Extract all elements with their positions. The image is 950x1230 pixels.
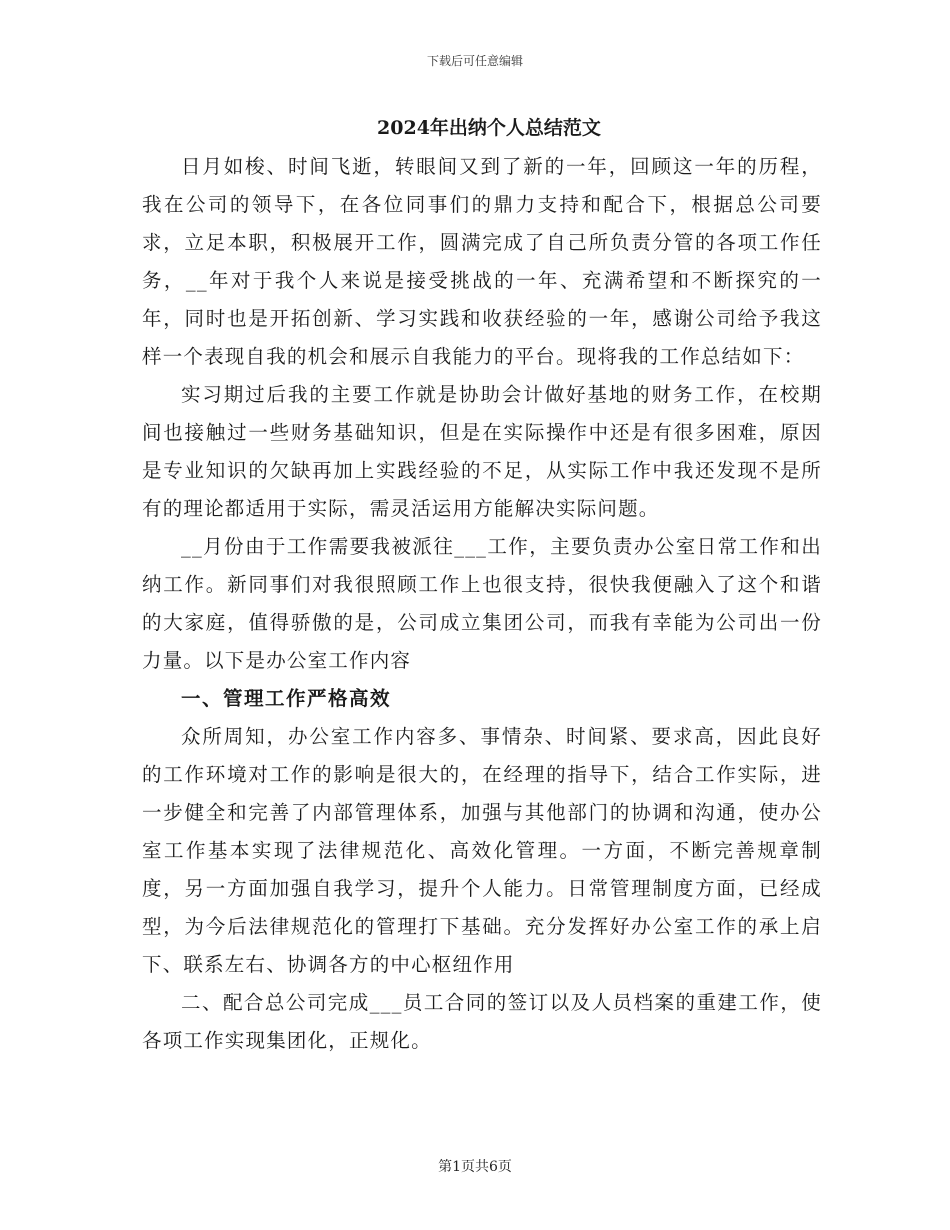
paragraph-assignment: __月份由于工作需要我被派往___工作，主要负责办公室日常工作和出纳工作。新同事们对我很照顾工作上也很支持，很快我便融入了这个和谐的大家庭，值得骄傲的是，公司成立集团公司，而我有幸能为公司出一份力量。以下是办公室工作内容	[142, 535, 822, 672]
page-header: 下载后可任意编辑	[426, 54, 523, 68]
paragraph-internship: 实习期过后我的主要工作就是协助会计做好基地的财务工作，在校期间也接触过一些财务基础知识，但是在实际操作中还是有很多困难，原因是专业知识的欠缺再加上实践经验的不足，从实际工作中我还发现不是所有的理论都适用于实际，需灵活运用方能解决实际问题。	[142, 383, 822, 520]
document-title: 2024年出纳个人总结范文	[377, 117, 601, 139]
page-footer: 第1页共6页	[438, 1159, 512, 1175]
paragraph-intro: 日月如梭、时间飞逝，转眼间又到了新的一年，回顾这一年的历程，我在公司的领导下，在各位同事们的鼎力支持和配合下，根据总公司要求，立足本职，积极展开工作，圆满完成了自己所负责分管的各项工作任务，__年对于我个人来说是接受挑战的一年、充满希望和不断探究的一年，同时也是开拓创新、学习实践和收获经验的一年，感谢公司给予我这样一个表现自我的机会和展示自我能力的平台。现将我的工作总结如下：	[142, 155, 822, 368]
paragraph-contracts: 二、配合总公司完成___员工合同的签订以及人员档案的重建工作，使各项工作实现集团化，正规化。	[142, 991, 822, 1052]
paragraph-management: 众所周知，办公室工作内容多、事情杂、时间紧、要求高，因此良好的工作环境对工作的影响是很大的，在经理的指导下，结合工作实际，进一步健全和完善了内部管理体系，加强与其他部门的协调和沟通，使办公室工作基本实现了法律规范化、高效化管理。一方面，不断完善规章制度，另一方面加强自我学习，提升个人能力。日常管理制度方面，已经成型，为今后法律规范化的管理打下基础。充分发挥好办公室工作的承上启下、联系左右、协调各方的中心枢纽作用	[142, 725, 822, 976]
document-body	[142, 108, 822, 1060]
section-heading-management: 一、管理工作严格高效	[181, 687, 392, 710]
